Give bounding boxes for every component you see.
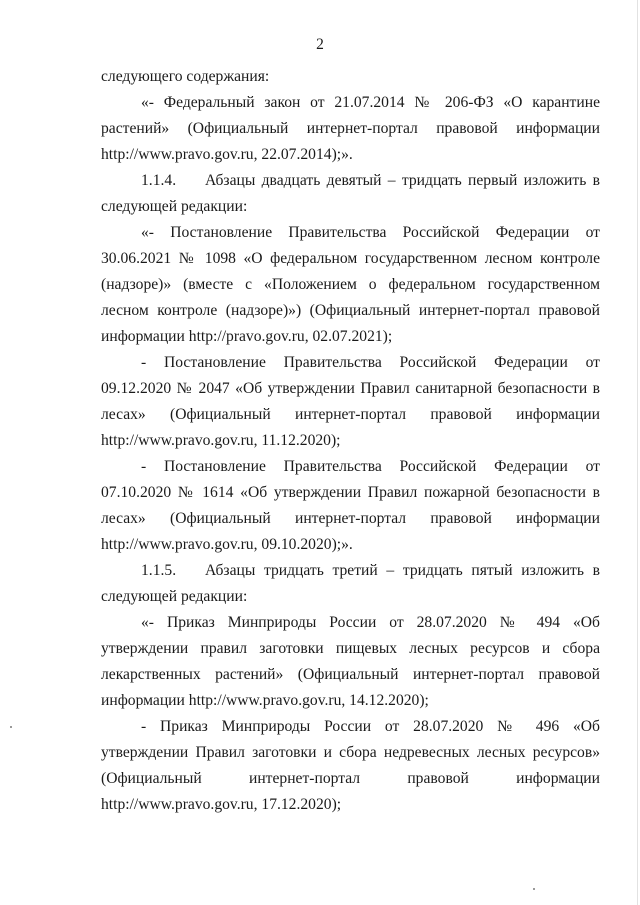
paragraph-order-496: - Приказ Минприроды России от 28.07.2020 № 496 «Об утверждении Правил заготовки и сбора недревесных лесных ресурсов» (Официальный интернет-портал правовой информации http://www.pravo.gov.ru, 17.12.2020); [101, 718, 600, 813]
list-item-number: 1.1.4. [141, 172, 177, 189]
scan-edge-line [637, 0, 638, 905]
page-number: 2 [316, 36, 324, 53]
paragraph-intro: следующего содержания: [101, 68, 270, 85]
paragraph-federal-law: «- Федеральный закон от 21.07.2014 № 206-ФЗ «О карантине растений» (Официальный интернет-портал правовой информации http://www.pravo.gov.ru, 22.07.2014);». [101, 94, 600, 163]
list-item-1-1-4 [101, 168, 600, 220]
paragraph-resolution-2047: - Постановление Правительства Российской Федерации от 09.12.2020 № 2047 «Об утверждении Правил санитарной безопасности в лесах» (Официальный интернет-портал правовой информации http://www.pravo.gov.ru, 11.12.2020); [101, 354, 600, 449]
list-item-text: Абзацы тридцать третий – тридцать пятый изложить в следующей редакции: [101, 562, 600, 605]
scan-speck [10, 726, 12, 728]
document-body [101, 64, 600, 818]
paragraph-resolution-1098: «- Постановление Правительства Российской Федерации от 30.06.2021 № 1098 «О федеральном государственном лесном контроле (надзоре)» (вместе с «Положением о федеральном государственном лесном контроле (надзоре)») (Официальный интернет-портал правовой информации http://pravo.gov.ru, 02.07.2021); [101, 224, 600, 345]
paragraph-order-494: «- Приказ Минприроды России от 28.07.2020 № 494 «Об утверждении правил заготовки пищевых лесных ресурсов и сбора лекарственных растений» (Официальный интернет-портал правовой информации http://www.pravo.gov.ru, 14.12.2020); [101, 614, 600, 709]
list-item-number: 1.1.5. [141, 562, 177, 579]
list-item-text: Абзацы двадцать девятый – тридцать первый изложить в следующей редакции: [101, 172, 600, 215]
list-item-1-1-5 [101, 558, 600, 610]
scan-speck [533, 888, 535, 890]
paragraph-resolution-1614: - Постановление Правительства Российской Федерации от 07.10.2020 № 1614 «Об утверждении Правил пожарной безопасности в лесах» (Официальный интернет-портал правовой информации http://www.pravo.gov.ru, 09.10.2020);». [101, 458, 600, 553]
